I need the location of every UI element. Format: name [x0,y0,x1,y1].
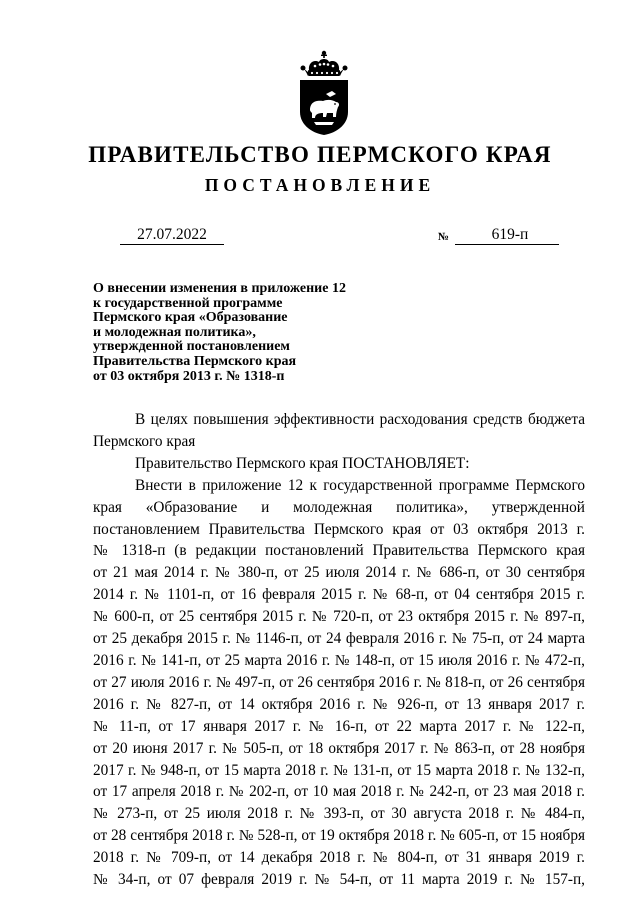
government-name: ПРАВИТЕЛЬСТВО ПЕРМСКОГО КРАЯ [88,142,552,167]
body-line: от 28 сентября 2018 г. № 528-п, от 19 октября 2018 г. № 605-п, от 15 ноября [93,827,585,845]
body-line: от 25 декабря 2015 г. № 1146-п, от 24 февраля 2016 г. № 75-п, от 24 марта [93,630,585,648]
body-line: № 34-п, от 07 февраля 2019 г. № 54-п, от 11 марта 2019 г. № 157-п, [93,871,585,889]
document-number-field [455,226,559,245]
subject-line: О внесении изменения в приложение 12 [93,281,346,296]
document-type: ПОСТАНОВЛЕНИЕ [204,175,436,195]
number-sign: № [438,231,450,243]
document-date-field [120,226,224,245]
document-subject [93,282,346,384]
paragraph-resolves: Правительство Пермского края ПОСТАНОВЛЯЕТ: [135,454,470,472]
subject-line: Пермского края «Образование [93,310,288,326]
subject-line: утвержденной постановлением [93,339,290,355]
body-line: постановлением Правительства Пермского края от 03 октября 2013 г. [93,520,585,538]
paragraph-amendment [93,475,585,891]
document-date: 27.07.2022 [137,226,207,243]
body-line: от 21 мая 2014 г. № 380-п, от 25 июля 2014 г. № 686-п, от 30 сентября [93,564,585,582]
subject-line: и молодежная политика», [93,324,256,340]
subject-line: от 03 октября 2013 г. № 1318-п [93,368,285,384]
body-line: Внести в приложение 12 к государственной программе Пермского [135,476,585,494]
body-line: № 1318-п (в редакции постановлений Правительства Пермского края [93,542,585,560]
body-line: № 600-п, от 25 сентября 2015 г. № 720-п, от 23 октября 2015 г. № 897-п, [93,608,585,626]
body-line: края «Образование и молодежная политика», утвержденной [93,498,585,516]
document-number: 619-п [491,226,529,243]
body-line: от 20 июня 2017 г. № 505-п, от 18 октября 2017 г. № 863-п, от 28 ноября [93,739,585,757]
body-line: 2016 г. № 827-п, от 14 октября 2016 г. № 926-п, от 13 января 2017 г. [93,695,585,713]
body-line: Пермского края [93,432,196,450]
body-line: 2016 г. № 141-п, от 25 марта 2016 г. № 148-п, от 15 июля 2016 г. № 472-п, [93,651,585,669]
body-line: 2017 г. № 948-п, от 15 марта 2018 г. № 131-п, от 15 марта 2018 г. № 132-п, [93,761,585,779]
document-body [93,409,585,891]
body-line: от 17 апреля 2018 г. № 202-п, от 10 мая 2018 г. № 242-п, от 23 мая 2018 г. [93,783,585,801]
body-line: В целях повышения эффективности расходования средств бюджета [135,411,585,428]
body-line: 2014 г. № 1101-п, от 16 февраля 2015 г. № 68-п, от 04 сентября 2015 г. [93,586,585,604]
body-line: № 11-п, от 17 января 2017 г. № 16-п, от 22 марта 2017 г. № 122-п, [93,717,585,735]
body-line: 2018 г. № 709-п, от 14 декабря 2018 г. № 804-п, от 31 января 2019 г. [93,849,585,867]
paragraph-purpose [93,409,585,453]
subject-line: Правительства Пермского края [93,353,297,369]
body-line: № 273-п, от 25 июля 2018 г. № 393-п, от 30 августа 2018 г. № 484-п, [93,805,585,823]
subject-line: к государственной программе [93,295,283,311]
body-line: от 27 июля 2016 г. № 497-п, от 26 сентября 2016 г. № 818-п, от 26 сентября [93,673,585,691]
perm-krai-coat-of-arms-icon [296,50,352,136]
